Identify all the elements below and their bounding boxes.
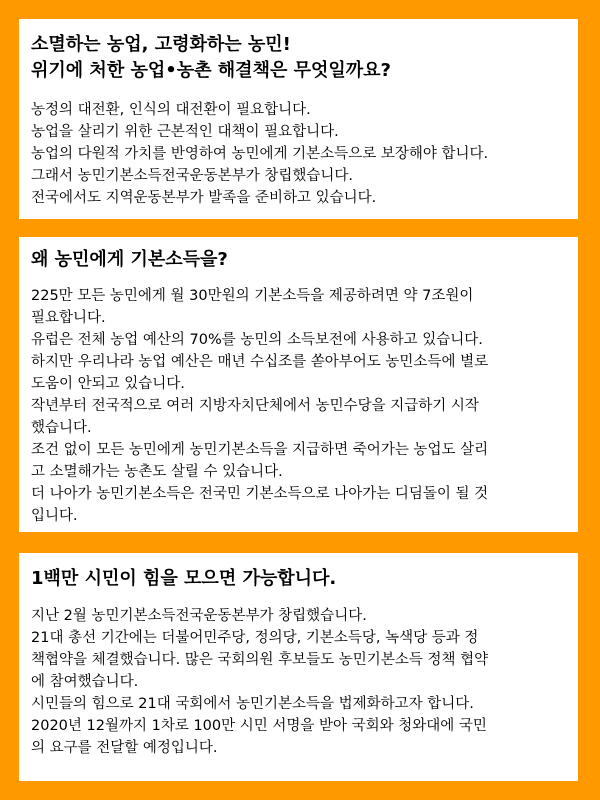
heading-line: 소멸하는 농업, 고령화하는 농민! [31, 34, 291, 55]
body-line: 225만 모든 농민에게 월 30만원의 기본소득을 제공하려면 약 7조원이 [31, 288, 474, 304]
section-heading: 1백만 시민이 힘을 모으면 가능합니다. [31, 568, 337, 589]
section-card-citizens [19, 553, 578, 781]
section-card-crisis [19, 19, 578, 219]
body-line: 의 요구를 전달할 예정입니다. [31, 740, 218, 756]
body-line: 그래서 농민기본소득전국운동본부가 창립했습니다. [31, 168, 353, 184]
body-line: 고 소멸해가는 농촌도 살릴 수 있습니다. [31, 464, 283, 480]
body-line: 에 참여했습니다. [31, 674, 139, 690]
body-line: 21대 총선 기간에는 더불어민주당, 정의당, 기본소득당, 녹색당 등과 정 [31, 630, 479, 646]
body-line: 작년부터 전국적으로 여러 지방자치단체에서 농민수당을 지급하기 시작 [31, 398, 479, 414]
body-line: 더 나아가 농민기본소득은 전국민 기본소득으로 나아가는 디딤돌이 될 것 [31, 486, 489, 502]
section-body [31, 285, 566, 527]
heading-line: 위기에 처한 농업•농촌 해결책은 무엇일까요? [31, 60, 391, 81]
body-line: 필요합니다. [31, 310, 106, 326]
section-body [31, 605, 566, 759]
body-line: 지난 2월 농민기본소득전국운동본부가 창립했습니다. [31, 608, 367, 624]
body-line: 농업의 다원적 가치를 반영하여 농민에게 기본소득으로 보장해야 합니다. [31, 146, 489, 162]
body-line: 책협약을 체결했습니다. 많은 국회의원 후보들도 농민기본소득 정책 협약 [31, 652, 489, 668]
body-line: 농정의 대전환, 인식의 대전환이 필요합니다. [31, 102, 311, 118]
section-heading [31, 32, 566, 84]
body-line: 전국에서도 지역운동본부가 발족을 준비하고 있습니다. [31, 190, 377, 206]
body-line: 하지만 우리나라 농업 예산은 매년 수십조를 쏟아부어도 농민소득에 별로 [31, 354, 489, 370]
body-line: 유럽은 전체 농업 예산의 70%를 농민의 소득보전에 사용하고 있습니다. [31, 332, 483, 348]
section-card-why [19, 237, 578, 532]
body-line: 시민들의 힘으로 21대 국회에서 농민기본소득을 법제화하고자 합니다. [31, 696, 474, 712]
body-line: 입니다. [31, 508, 78, 524]
section-body [31, 99, 566, 209]
body-line: 농업을 살리기 위한 근본적인 대책이 필요합니다. [31, 124, 339, 140]
body-line: 도움이 안되고 있습니다. [31, 376, 185, 392]
body-line: 조건 없이 모든 농민에게 농민기본소득을 지급하면 죽어가는 농업도 살리 [31, 442, 489, 458]
section-heading: 왜 농민에게 기본소득을? [31, 249, 228, 270]
body-line: 했습니다. [31, 420, 92, 436]
body-line: 2020년 12월까지 1차로 100만 시민 서명을 받아 국회와 청와대에 국민 [31, 718, 487, 734]
